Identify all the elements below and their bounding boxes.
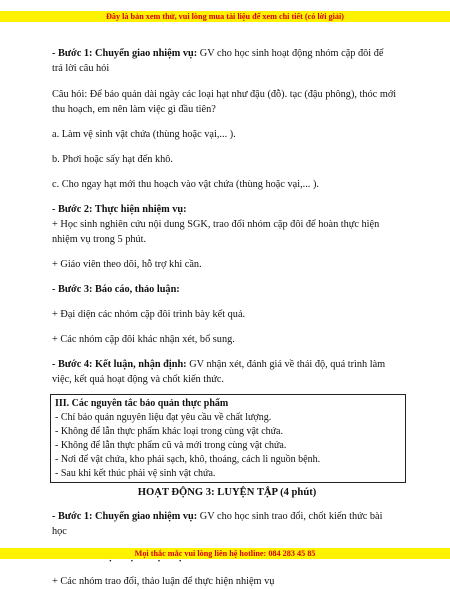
step4-text-line2: việc, kết quả hoạt động và chốt kiến thức. — [52, 374, 224, 385]
step4-label: - Bước 4: Kết luận, nhận định: — [52, 359, 187, 370]
step3-item2: + Các nhóm cặp đôi khác nhận xét, bổ sung. — [52, 334, 235, 345]
step1-paragraph — [52, 46, 402, 76]
hotline-banner — [0, 548, 450, 559]
option-b: b. Phơi hoặc sấy hạt đến khô. — [52, 154, 173, 165]
activity3-step2-item1: + Các nhóm trao đổi, thảo luận để thực hiện nhiệm vụ — [52, 576, 275, 587]
step2-label-text: - Bước 2: Thực hiện nhiệm vụ: — [52, 204, 187, 215]
activity3-step1-paragraph — [52, 509, 402, 539]
question-line2: thu hoạch, em nên làm việc gì đầu tiên? — [52, 104, 216, 115]
box-item: - Không để lẫn thực phẩm khác loại trong cùng vật chứa. — [55, 426, 283, 437]
box-title — [55, 397, 401, 411]
step2-item1-line2: nhiệm vụ trong 5 phút. — [52, 234, 147, 245]
step2-item2: + Giáo viên theo dõi, hỗ trợ khi cần. — [52, 259, 202, 270]
preview-notice-banner — [0, 11, 450, 22]
option-a: a. Làm vệ sinh vật chứa (thùng hoặc vại,... ). — [52, 129, 236, 140]
activity3-step1-text-line2: học — [52, 526, 67, 537]
question-paragraph — [52, 87, 402, 117]
activity3-step1-label: - Bước 1: Chuyển giao nhiệm vụ: — [52, 511, 198, 522]
hotline-text: Mọi thắc mắc vui lòng liên hệ hotline: 084 283 45 85 — [134, 549, 316, 558]
step4-text-line1: GV nhận xét, đánh giá về thái độ, quá trình làm — [186, 359, 386, 370]
box-item: - Không để lẫn thực phẩm cũ và mới trong cùng vật chứa. — [55, 440, 287, 451]
step1-label: - Bước 1: Chuyển giao nhiệm vụ: — [52, 48, 198, 59]
question-line1: Câu hỏi: Để bảo quản dài ngày các loại hạt như đậu (đỗ). tạc (đậu phông), thóc mới — [52, 89, 397, 100]
option-c: c. Cho ngay hạt mới thu hoạch vào vật chứa (thùng hoặc vại,... ). — [52, 179, 319, 190]
preview-notice-text: Đây là bản xem thử, vui lòng mua tài liệu để xem chi tiết (có lời giải) — [105, 12, 344, 21]
step3-label — [52, 282, 402, 297]
step2-item1 — [52, 217, 402, 247]
step3-label-text: - Bước 3: Báo cáo, thảo luận: — [52, 284, 180, 295]
box-item: - Nơi để vật chứa, kho phải sạch, khô, thoáng, cách li nguồn bệnh. — [55, 454, 321, 465]
activity3-step1-text-line1: GV cho học sinh trao đổi, chốt kiến thức bài — [197, 511, 383, 522]
preservation-principles-box — [50, 394, 406, 483]
box-item: - Sau khi kết thúc phải vệ sinh vật chứa. — [55, 468, 216, 479]
step1-text-line2: trả lời câu hỏi — [52, 63, 110, 74]
step2-item1-line1: + Học sinh nghiên cứu nội dung SGK, trao đổi nhóm cặp đôi để hoàn thực hiện — [52, 219, 380, 230]
step2-label — [52, 202, 402, 217]
box-item: - Chỉ bảo quản nguyên liệu đạt yêu cầu về chất lượng. — [55, 412, 272, 423]
activity3-heading: HOẠT ĐỘNG 3: LUYỆN TẬP (4 phút) — [137, 487, 317, 498]
step3-item1: + Đại diện các nhóm cặp đôi trình bày kết quả. — [52, 309, 246, 320]
box-title-text: III. Các nguyên tắc bảo quản thực phẩm — [55, 398, 229, 409]
document-body — [52, 42, 402, 589]
step1-text-line1: GV cho học sinh hoạt động nhóm cặp đôi để — [197, 48, 384, 59]
step4-paragraph — [52, 357, 402, 387]
